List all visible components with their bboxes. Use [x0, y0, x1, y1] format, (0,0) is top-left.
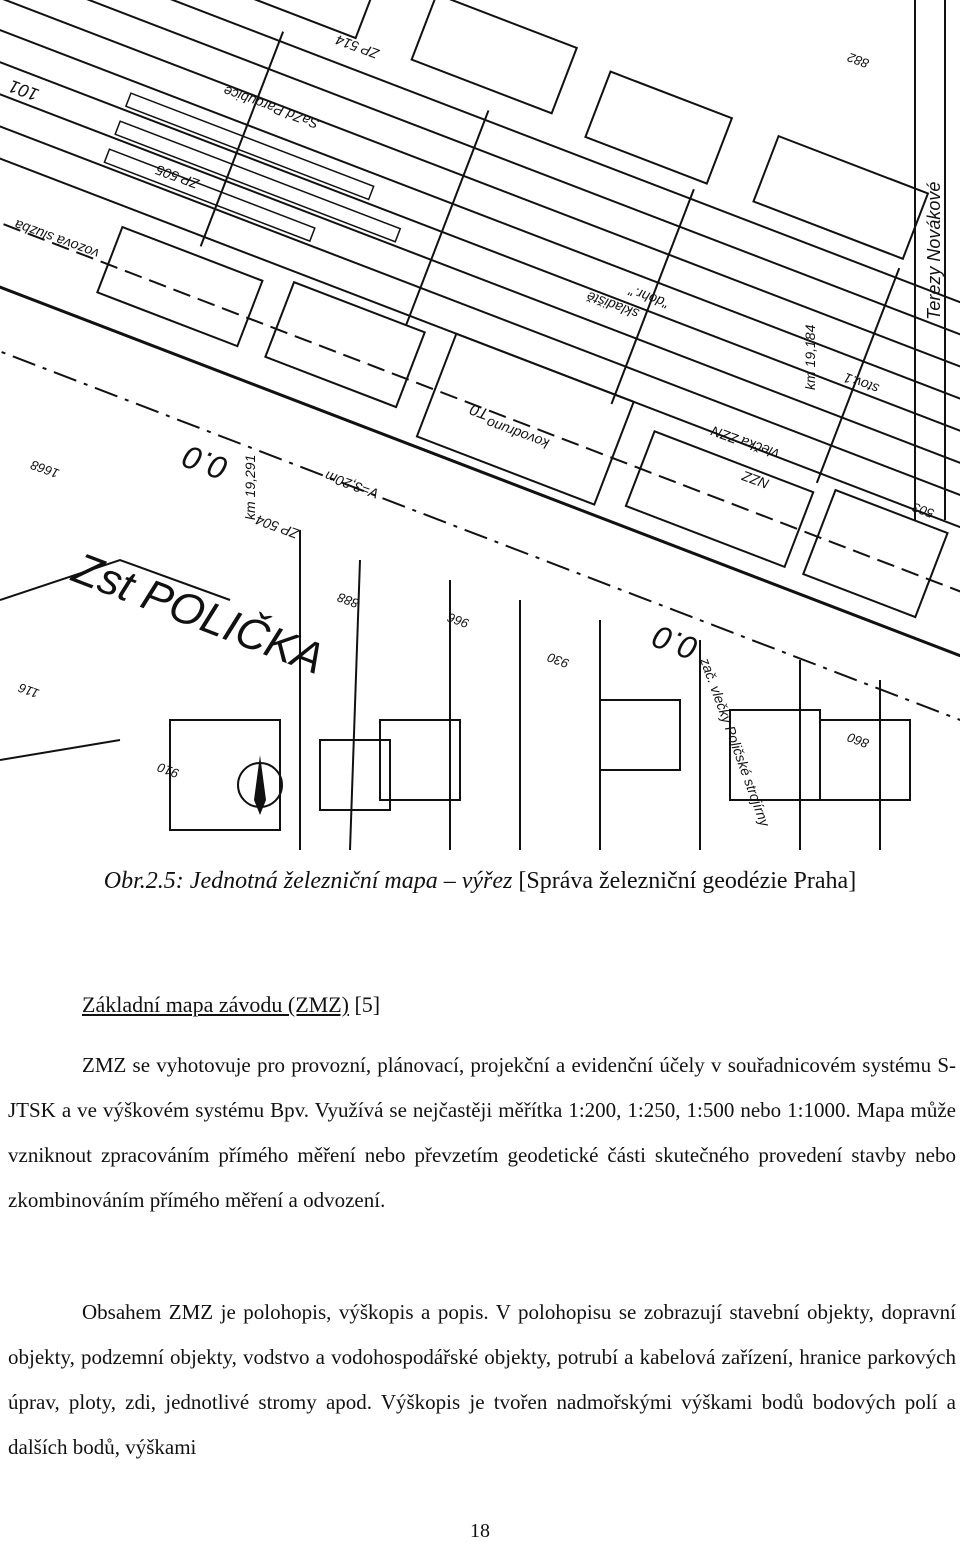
- map-label-kovodruno: kovodruno: [484, 414, 552, 453]
- map-label-1668: 1668: [28, 457, 62, 482]
- caption-italic: Obr.2.5: Jednotná železniční mapa – výřez: [103, 868, 513, 894]
- section-heading-ref: [5]: [348, 992, 381, 1017]
- map-label-v320: V=3,20m: [322, 467, 382, 503]
- section-heading-title: Základní mapa závodu (ZMZ): [82, 992, 349, 1017]
- map-label-stov: stov.1: [841, 369, 882, 398]
- section-heading: [82, 992, 380, 1018]
- map-label-860: 860: [845, 729, 872, 752]
- page-number: 18: [470, 1520, 490, 1542]
- figure-caption: [0, 868, 960, 895]
- map-label-sazd: SaZd Pardubice: [221, 82, 322, 133]
- map-label-skladiste: skladiště: [584, 288, 642, 323]
- map-label-zero2: 0.0: [648, 618, 703, 668]
- map-label-km-right: km 19,184: [802, 324, 818, 390]
- paragraph-2: Obsahem ZMZ je polohopis, výškopis a popis. V polohopisu se zobrazují stavební objekty, dopravní objekty, podzemní objekty, vodstvo a vodohospodářské objekty, potrubí a kabelová zařízení, hranice parkových úprav, ploty, zdi, jednotlivé stromy apod. Výškopis je tvořen nadmořskými výškami bodů bodových polí a dalších bodů, výškami: [8, 1300, 956, 1459]
- map-label-888: 888: [335, 589, 362, 612]
- map-label-101: 101: [6, 75, 42, 106]
- map-label-zp505: ZP 505: [153, 161, 202, 193]
- caption-source: [Správa železniční geodézie Praha]: [518, 868, 857, 894]
- map-label-930: 930: [545, 649, 572, 672]
- map-label-vlecka-zzn: vlečka ZZN: [709, 422, 782, 463]
- map-label-dohr: "dohr.": [626, 283, 672, 313]
- paragraph-1: ZMZ se vyhotovuje pro provozní, plánovací, projekční a evidenční účely v souřadnicovém systému S-JTSK a ve výškovém systému Bpv. Využívá se nejčastěji měřítka 1:200, 1:250, 1:500 nebo 1:1000. Mapa může vzniknout zpracováním přímého měření nebo převzetím geodetické části skutečného provedení stavby nebo zkombinováním přímého měření a odvození.: [8, 1053, 956, 1212]
- map-label-t0: T0: [468, 399, 492, 423]
- map-label-zero1: 0.0: [178, 438, 233, 488]
- map-label-503: 503: [910, 499, 937, 522]
- map-label-street: Terezy Novákové: [924, 181, 944, 320]
- map-label-station: Zst POLIČKA: [66, 543, 331, 684]
- map-label-zac-vlecky: zač. vlečky Poličské strojírny: [697, 655, 774, 829]
- map-label-882: 882: [845, 49, 872, 72]
- map-label-966: 966: [445, 609, 472, 632]
- north-arrow-icon: [238, 755, 282, 815]
- map-label-116: 116: [16, 680, 42, 702]
- map-label-zp504: ZP 504: [253, 511, 302, 543]
- map-label-vozova-sluzba: vozová služba: [12, 216, 102, 263]
- map-label-910: 910: [155, 759, 182, 782]
- map-label-zp514: ZP 514: [333, 31, 382, 63]
- map-label-nzz: NZZ: [739, 467, 772, 493]
- map-label-km-left: km 19,291: [242, 454, 258, 520]
